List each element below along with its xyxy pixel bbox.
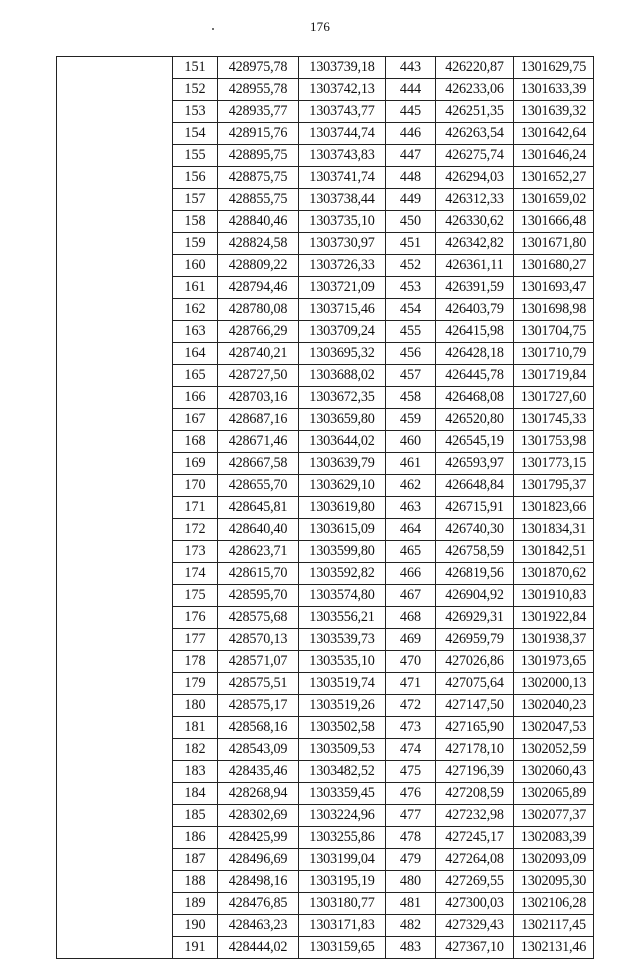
point-number-cell: 167 [173, 409, 218, 431]
y-coordinate-cell: 1301823,66 [514, 497, 594, 519]
point-number-cell: 475 [386, 761, 436, 783]
x-coordinate-cell: 426233,06 [436, 79, 514, 101]
x-coordinate-cell: 426758,59 [436, 541, 514, 563]
y-coordinate-cell: 1303730,97 [299, 233, 386, 255]
x-coordinate-cell: 428915,76 [218, 123, 299, 145]
x-coordinate-cell: 426819,56 [436, 563, 514, 585]
point-number-cell: 156 [173, 167, 218, 189]
y-coordinate-cell: 1301704,75 [514, 321, 594, 343]
x-coordinate-cell: 426929,31 [436, 607, 514, 629]
point-number-cell: 463 [386, 497, 436, 519]
y-coordinate-cell: 1301646,24 [514, 145, 594, 167]
point-number-cell: 458 [386, 387, 436, 409]
point-number-cell: 172 [173, 519, 218, 541]
point-number-cell: 165 [173, 365, 218, 387]
x-coordinate-cell: 426445,78 [436, 365, 514, 387]
point-number-cell: 174 [173, 563, 218, 585]
x-coordinate-cell: 428687,16 [218, 409, 299, 431]
point-number-cell: 471 [386, 673, 436, 695]
point-number-cell: 168 [173, 431, 218, 453]
x-coordinate-cell: 426545,19 [436, 431, 514, 453]
point-number-cell: 469 [386, 629, 436, 651]
point-number-cell: 191 [173, 937, 218, 959]
x-coordinate-cell: 427329,43 [436, 915, 514, 937]
point-number-cell: 159 [173, 233, 218, 255]
x-coordinate-cell: 427026,86 [436, 651, 514, 673]
y-coordinate-cell: 1303199,04 [299, 849, 386, 871]
y-coordinate-cell: 1303726,33 [299, 255, 386, 277]
y-coordinate-cell: 1303159,65 [299, 937, 386, 959]
y-coordinate-cell: 1302083,39 [514, 827, 594, 849]
x-coordinate-cell: 426361,11 [436, 255, 514, 277]
point-number-cell: 190 [173, 915, 218, 937]
x-coordinate-cell: 428568,16 [218, 717, 299, 739]
point-number-cell: 152 [173, 79, 218, 101]
point-number-cell: 181 [173, 717, 218, 739]
point-number-cell: 445 [386, 101, 436, 123]
x-coordinate-cell: 428935,77 [218, 101, 299, 123]
y-coordinate-cell: 1301698,98 [514, 299, 594, 321]
y-coordinate-cell: 1303556,21 [299, 607, 386, 629]
y-coordinate-cell: 1301842,51 [514, 541, 594, 563]
point-number-cell: 448 [386, 167, 436, 189]
x-coordinate-cell: 427269,55 [436, 871, 514, 893]
x-coordinate-cell: 428824,58 [218, 233, 299, 255]
x-coordinate-cell: 426740,30 [436, 519, 514, 541]
x-coordinate-cell: 426312,33 [436, 189, 514, 211]
x-coordinate-cell: 427300,03 [436, 893, 514, 915]
point-number-cell: 478 [386, 827, 436, 849]
x-coordinate-cell: 428671,46 [218, 431, 299, 453]
point-number-cell: 169 [173, 453, 218, 475]
y-coordinate-cell: 1302117,45 [514, 915, 594, 937]
point-number-cell: 180 [173, 695, 218, 717]
y-coordinate-cell: 1303574,80 [299, 585, 386, 607]
point-number-cell: 449 [386, 189, 436, 211]
x-coordinate-cell: 426263,54 [436, 123, 514, 145]
x-coordinate-cell: 428570,13 [218, 629, 299, 651]
point-number-cell: 166 [173, 387, 218, 409]
y-coordinate-cell: 1301834,31 [514, 519, 594, 541]
y-coordinate-cell: 1301639,32 [514, 101, 594, 123]
x-coordinate-cell: 427075,64 [436, 673, 514, 695]
x-coordinate-cell: 428476,85 [218, 893, 299, 915]
y-coordinate-cell: 1303738,44 [299, 189, 386, 211]
point-number-cell: 151 [173, 57, 218, 79]
page-number: 176 [309, 19, 331, 34]
x-coordinate-cell: 426342,82 [436, 233, 514, 255]
y-coordinate-cell: 1301666,48 [514, 211, 594, 233]
y-coordinate-cell: 1303715,46 [299, 299, 386, 321]
x-coordinate-cell: 428575,68 [218, 607, 299, 629]
point-number-cell: 157 [173, 189, 218, 211]
y-coordinate-cell: 1302060,43 [514, 761, 594, 783]
x-coordinate-cell: 426648,84 [436, 475, 514, 497]
x-coordinate-cell: 427178,10 [436, 739, 514, 761]
point-number-cell: 468 [386, 607, 436, 629]
point-number-cell: 456 [386, 343, 436, 365]
y-coordinate-cell: 1302106,28 [514, 893, 594, 915]
x-coordinate-cell: 426415,98 [436, 321, 514, 343]
x-coordinate-cell: 428740,21 [218, 343, 299, 365]
x-coordinate-cell: 428809,22 [218, 255, 299, 277]
y-coordinate-cell: 1303688,02 [299, 365, 386, 387]
y-coordinate-cell: 1301671,80 [514, 233, 594, 255]
y-coordinate-cell: 1301710,79 [514, 343, 594, 365]
x-coordinate-cell: 428645,81 [218, 497, 299, 519]
x-coordinate-cell: 428425,99 [218, 827, 299, 849]
point-number-cell: 177 [173, 629, 218, 651]
x-coordinate-cell: 426294,03 [436, 167, 514, 189]
x-coordinate-cell: 428615,70 [218, 563, 299, 585]
point-number-cell: 176 [173, 607, 218, 629]
y-coordinate-cell: 1301659,02 [514, 189, 594, 211]
point-number-cell: 454 [386, 299, 436, 321]
point-number-cell: 175 [173, 585, 218, 607]
point-number-cell: 173 [173, 541, 218, 563]
point-number-cell: 447 [386, 145, 436, 167]
y-coordinate-cell: 1303735,10 [299, 211, 386, 233]
point-number-cell: 189 [173, 893, 218, 915]
y-coordinate-cell: 1301870,62 [514, 563, 594, 585]
point-number-cell: 155 [173, 145, 218, 167]
y-coordinate-cell: 1303502,58 [299, 717, 386, 739]
x-coordinate-cell: 428780,08 [218, 299, 299, 321]
y-coordinate-cell: 1302093,09 [514, 849, 594, 871]
x-coordinate-cell: 428623,71 [218, 541, 299, 563]
y-coordinate-cell: 1301642,64 [514, 123, 594, 145]
x-coordinate-cell: 426904,92 [436, 585, 514, 607]
point-number-cell: 178 [173, 651, 218, 673]
x-coordinate-cell: 427367,10 [436, 937, 514, 959]
point-number-cell: 466 [386, 563, 436, 585]
point-number-cell: 461 [386, 453, 436, 475]
y-coordinate-cell: 1303695,32 [299, 343, 386, 365]
x-coordinate-cell: 428575,17 [218, 695, 299, 717]
point-number-cell: 479 [386, 849, 436, 871]
point-number-cell: 480 [386, 871, 436, 893]
x-coordinate-cell: 428463,23 [218, 915, 299, 937]
x-coordinate-cell: 428655,70 [218, 475, 299, 497]
x-coordinate-cell: 426251,35 [436, 101, 514, 123]
x-coordinate-cell: 428575,51 [218, 673, 299, 695]
y-coordinate-cell: 1303644,02 [299, 431, 386, 453]
y-coordinate-cell: 1301719,84 [514, 365, 594, 387]
y-coordinate-cell: 1303180,77 [299, 893, 386, 915]
point-number-cell: 482 [386, 915, 436, 937]
y-coordinate-cell: 1303592,82 [299, 563, 386, 585]
y-coordinate-cell: 1302131,46 [514, 937, 594, 959]
point-number-cell: 483 [386, 937, 436, 959]
x-coordinate-cell: 428268,94 [218, 783, 299, 805]
point-number-cell: 477 [386, 805, 436, 827]
y-coordinate-cell: 1302000,13 [514, 673, 594, 695]
x-coordinate-cell: 426403,79 [436, 299, 514, 321]
x-coordinate-cell: 427264,08 [436, 849, 514, 871]
x-coordinate-cell: 428794,46 [218, 277, 299, 299]
point-number-cell: 163 [173, 321, 218, 343]
x-coordinate-cell: 428571,07 [218, 651, 299, 673]
x-coordinate-cell: 428955,78 [218, 79, 299, 101]
point-number-cell: 476 [386, 783, 436, 805]
point-number-cell: 164 [173, 343, 218, 365]
point-number-cell: 182 [173, 739, 218, 761]
y-coordinate-cell: 1301773,15 [514, 453, 594, 475]
y-coordinate-cell: 1303359,45 [299, 783, 386, 805]
coordinates-table [56, 56, 594, 959]
y-coordinate-cell: 1303659,80 [299, 409, 386, 431]
y-coordinate-cell: 1303599,80 [299, 541, 386, 563]
point-number-cell: 171 [173, 497, 218, 519]
y-coordinate-cell: 1301910,83 [514, 585, 594, 607]
y-coordinate-cell: 1301753,98 [514, 431, 594, 453]
y-coordinate-cell: 1301973,65 [514, 651, 594, 673]
point-number-cell: 188 [173, 871, 218, 893]
y-coordinate-cell: 1302052,59 [514, 739, 594, 761]
y-coordinate-cell: 1302040,23 [514, 695, 594, 717]
scan-speck [212, 28, 214, 30]
point-number-cell: 455 [386, 321, 436, 343]
table-row [57, 57, 594, 79]
y-coordinate-cell: 1302065,89 [514, 783, 594, 805]
point-number-cell: 160 [173, 255, 218, 277]
point-number-cell: 460 [386, 431, 436, 453]
y-coordinate-cell: 1301629,75 [514, 57, 594, 79]
x-coordinate-cell: 428766,29 [218, 321, 299, 343]
x-coordinate-cell: 426330,62 [436, 211, 514, 233]
x-coordinate-cell: 428444,02 [218, 937, 299, 959]
y-coordinate-cell: 1301633,39 [514, 79, 594, 101]
point-number-cell: 179 [173, 673, 218, 695]
x-coordinate-cell: 427165,90 [436, 717, 514, 739]
x-coordinate-cell: 426275,74 [436, 145, 514, 167]
x-coordinate-cell: 426220,87 [436, 57, 514, 79]
x-coordinate-cell: 428703,16 [218, 387, 299, 409]
point-number-cell: 472 [386, 695, 436, 717]
point-number-cell: 457 [386, 365, 436, 387]
point-number-cell: 467 [386, 585, 436, 607]
point-number-cell: 443 [386, 57, 436, 79]
y-coordinate-cell: 1303539,73 [299, 629, 386, 651]
coordinates-table-container [56, 56, 594, 959]
point-number-cell: 162 [173, 299, 218, 321]
point-number-cell: 183 [173, 761, 218, 783]
empty-left-column [57, 57, 173, 959]
y-coordinate-cell: 1302095,30 [514, 871, 594, 893]
y-coordinate-cell: 1303739,18 [299, 57, 386, 79]
y-coordinate-cell: 1303519,74 [299, 673, 386, 695]
x-coordinate-cell: 428667,58 [218, 453, 299, 475]
point-number-cell: 462 [386, 475, 436, 497]
y-coordinate-cell: 1303709,24 [299, 321, 386, 343]
x-coordinate-cell: 428875,75 [218, 167, 299, 189]
y-coordinate-cell: 1301652,27 [514, 167, 594, 189]
y-coordinate-cell: 1301693,47 [514, 277, 594, 299]
x-coordinate-cell: 426428,18 [436, 343, 514, 365]
point-number-cell: 184 [173, 783, 218, 805]
point-number-cell: 451 [386, 233, 436, 255]
point-number-cell: 481 [386, 893, 436, 915]
x-coordinate-cell: 428727,50 [218, 365, 299, 387]
x-coordinate-cell: 427147,50 [436, 695, 514, 717]
x-coordinate-cell: 427208,59 [436, 783, 514, 805]
table-body [57, 57, 594, 959]
y-coordinate-cell: 1301745,33 [514, 409, 594, 431]
point-number-cell: 153 [173, 101, 218, 123]
x-coordinate-cell: 428840,46 [218, 211, 299, 233]
point-number-cell: 459 [386, 409, 436, 431]
point-number-cell: 464 [386, 519, 436, 541]
y-coordinate-cell: 1301938,37 [514, 629, 594, 651]
x-coordinate-cell: 428498,16 [218, 871, 299, 893]
y-coordinate-cell: 1303743,83 [299, 145, 386, 167]
point-number-cell: 187 [173, 849, 218, 871]
y-coordinate-cell: 1303255,86 [299, 827, 386, 849]
y-coordinate-cell: 1303639,79 [299, 453, 386, 475]
point-number-cell: 474 [386, 739, 436, 761]
y-coordinate-cell: 1302047,53 [514, 717, 594, 739]
point-number-cell: 444 [386, 79, 436, 101]
x-coordinate-cell: 428640,40 [218, 519, 299, 541]
x-coordinate-cell: 427232,98 [436, 805, 514, 827]
y-coordinate-cell: 1303171,83 [299, 915, 386, 937]
x-coordinate-cell: 428975,78 [218, 57, 299, 79]
point-number-cell: 470 [386, 651, 436, 673]
x-coordinate-cell: 428302,69 [218, 805, 299, 827]
y-coordinate-cell: 1303743,77 [299, 101, 386, 123]
x-coordinate-cell: 426520,80 [436, 409, 514, 431]
y-coordinate-cell: 1303535,10 [299, 651, 386, 673]
y-coordinate-cell: 1303619,80 [299, 497, 386, 519]
point-number-cell: 453 [386, 277, 436, 299]
x-coordinate-cell: 428543,09 [218, 739, 299, 761]
y-coordinate-cell: 1303672,35 [299, 387, 386, 409]
point-number-cell: 158 [173, 211, 218, 233]
x-coordinate-cell: 426593,97 [436, 453, 514, 475]
y-coordinate-cell: 1303744,74 [299, 123, 386, 145]
y-coordinate-cell: 1301727,60 [514, 387, 594, 409]
x-coordinate-cell: 426715,91 [436, 497, 514, 519]
x-coordinate-cell: 426959,79 [436, 629, 514, 651]
point-number-cell: 186 [173, 827, 218, 849]
point-number-cell: 452 [386, 255, 436, 277]
x-coordinate-cell: 426468,08 [436, 387, 514, 409]
point-number-cell: 170 [173, 475, 218, 497]
point-number-cell: 446 [386, 123, 436, 145]
x-coordinate-cell: 428855,75 [218, 189, 299, 211]
y-coordinate-cell: 1303721,09 [299, 277, 386, 299]
y-coordinate-cell: 1301680,27 [514, 255, 594, 277]
x-coordinate-cell: 428496,69 [218, 849, 299, 871]
y-coordinate-cell: 1303742,13 [299, 79, 386, 101]
point-number-cell: 185 [173, 805, 218, 827]
y-coordinate-cell: 1303519,26 [299, 695, 386, 717]
y-coordinate-cell: 1303615,09 [299, 519, 386, 541]
y-coordinate-cell: 1303509,53 [299, 739, 386, 761]
x-coordinate-cell: 426391,59 [436, 277, 514, 299]
x-coordinate-cell: 428895,75 [218, 145, 299, 167]
point-number-cell: 473 [386, 717, 436, 739]
y-coordinate-cell: 1302077,37 [514, 805, 594, 827]
y-coordinate-cell: 1303741,74 [299, 167, 386, 189]
point-number-cell: 465 [386, 541, 436, 563]
y-coordinate-cell: 1301795,37 [514, 475, 594, 497]
y-coordinate-cell: 1303224,96 [299, 805, 386, 827]
y-coordinate-cell: 1303482,52 [299, 761, 386, 783]
x-coordinate-cell: 427196,39 [436, 761, 514, 783]
y-coordinate-cell: 1303195,19 [299, 871, 386, 893]
x-coordinate-cell: 428435,46 [218, 761, 299, 783]
point-number-cell: 161 [173, 277, 218, 299]
point-number-cell: 154 [173, 123, 218, 145]
x-coordinate-cell: 428595,70 [218, 585, 299, 607]
y-coordinate-cell: 1303629,10 [299, 475, 386, 497]
y-coordinate-cell: 1301922,84 [514, 607, 594, 629]
x-coordinate-cell: 427245,17 [436, 827, 514, 849]
point-number-cell: 450 [386, 211, 436, 233]
